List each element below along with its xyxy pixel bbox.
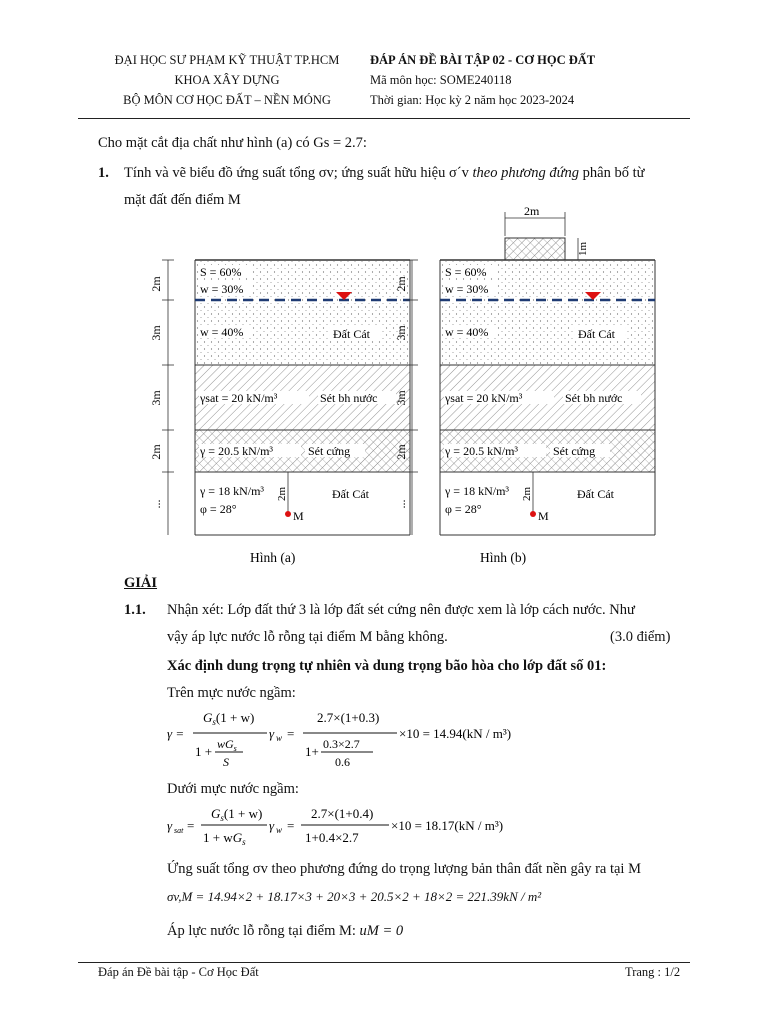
layer4-name-b: Sét cứng [553, 444, 596, 458]
footer-left: Đáp án Đề bài tập - Cơ Học Đất [98, 965, 259, 979]
figure-b [394, 204, 655, 565]
layer4-gamma-b: γ = 20.5 kN/m³ [445, 444, 519, 458]
depth-label-b-2: 3m [394, 325, 408, 341]
exam-title: ĐÁP ÁN ĐỀ BÀI TẬP 02 - CƠ HỌC ĐẤT [370, 53, 596, 67]
layer3-name-b: Sét bh nước [565, 391, 623, 405]
unit-weight-heading: Xác định dung trọng tự nhiên và dung trọng bão hòa cho lớp đất số 01: [167, 658, 607, 674]
svg-text:=: = [287, 818, 295, 833]
caption-a: Hình (a) [250, 550, 296, 565]
layer5-gamma: γ = 18 kN/m³ [200, 484, 265, 498]
soil-profile-figure [140, 200, 660, 575]
layer5-gamma-b: γ = 18 kN/m³ [445, 484, 510, 498]
svg-text:γ: γ [167, 818, 173, 833]
pore-pressure-equation: uM = 0 [359, 923, 404, 939]
layer5-name: Đất Cát [332, 487, 369, 501]
question-text [124, 160, 694, 186]
equation2-result: ×10 = 18.17(kN / m³) [391, 818, 504, 833]
layer3-gamma-b: γsat = 20 kN/m³ [445, 391, 523, 405]
m-depth-label: 2m [276, 486, 288, 502]
depth-label-1: 2m [149, 276, 163, 292]
depth-label-b-1: 2m [394, 276, 408, 292]
total-stress-equation: σv,M = 14.94×2 + 18.17×3 + 20×3 + 20.5×2 + 18×2 = 221.39kN / m² [167, 889, 542, 904]
solution-heading: GIẢI [124, 575, 158, 591]
svg-text:γ: γ [269, 726, 275, 741]
layer1-w-label-b: w = 30% [445, 282, 489, 296]
below-water-table-label: Dưới mực nước ngầm: [167, 781, 299, 797]
depth-label-b-4: 2m [394, 444, 408, 460]
question-text-line2: mặt đất đến điểm M [124, 192, 241, 208]
layer5-phi: φ = 28° [200, 502, 237, 516]
point-m-label: M [293, 509, 304, 523]
svg-text:Gs(1 + w): $G_s(1 + w)$ [211, 806, 263, 823]
page-number: Trang : 1/2 [625, 965, 681, 979]
svg-text:1+0.4×2.7: 1+0.4×2.7 [305, 830, 359, 845]
pore-pressure-label: Áp lực nước lỗ rỗng tại điểm M: [167, 923, 356, 939]
layer2-w-label-b: w = 40% [445, 325, 489, 339]
question-text-italic: theo phương đứng [472, 165, 580, 181]
layer1-s-label-b: S = 60% [445, 265, 487, 279]
svg-text:Gs(1 + w): $G_s(1 + w)$ [203, 710, 255, 727]
svg-text:=: = [287, 726, 295, 741]
department-name: BỘ MÔN CƠ HỌC ĐẤT – NỀN MÓNG [123, 93, 331, 107]
faculty-name: KHOA XÂY DỰNG [174, 73, 280, 87]
depth-label-b-5: ... [394, 499, 408, 509]
depth-label-5: ... [149, 499, 163, 509]
equation-gamma [165, 702, 545, 774]
svg-text:γ =: γ = [167, 726, 185, 741]
svg-text:S: S [223, 755, 229, 769]
question-text-b: phân bố từ [582, 165, 645, 181]
layer2-name-b: Đất Cát [578, 327, 615, 341]
svg-text:2.7×(1+0.3): 2.7×(1+0.3) [317, 710, 380, 725]
point-m-label-b: M [538, 509, 549, 523]
depth-label-2: 3m [149, 325, 163, 341]
equation1-result: ×10 = 14.94(kN / m³) [399, 726, 512, 741]
depth-label-3: 3m [149, 390, 163, 406]
layer5-phi-b: φ = 28° [445, 502, 482, 516]
svg-text:2.7×(1+0.4): 2.7×(1+0.4) [311, 806, 374, 821]
point-m-marker [285, 511, 291, 517]
layer3-gamma: γsat = 20 kN/m³ [200, 391, 278, 405]
layer4-name: Sét cứng [308, 444, 351, 458]
depth-label-b-3: 3m [394, 390, 408, 406]
point-m-marker-b [530, 511, 536, 517]
exam-header [370, 50, 710, 110]
layer1-s-label: S = 60% [200, 265, 242, 279]
layer3-name: Sét bh nước [320, 391, 378, 405]
university-header [82, 50, 372, 110]
header-divider [78, 118, 690, 119]
layer1-w-label: w = 30% [200, 282, 244, 296]
svg-text:wGs: $wG_s$ [217, 737, 237, 753]
svg-text:γ: γ [269, 818, 275, 833]
course-code: Mã môn học: SOME240118 [370, 73, 512, 87]
svg-text:w: w [276, 733, 283, 743]
layer2-w-label: w = 40% [200, 325, 244, 339]
svg-text:0.6: 0.6 [335, 755, 350, 769]
figure-a [149, 260, 410, 565]
footer-divider [78, 962, 690, 963]
footing-block [505, 238, 565, 260]
depth-label-4: 2m [149, 444, 163, 460]
total-stress-text: Ứng suất tổng σv theo phương đứng do trọng lượng bản thân đất nền gây ra tại M [167, 861, 641, 877]
layer5-name-b: Đất Cát [577, 487, 614, 501]
question-number: 1. [98, 165, 109, 181]
svg-text:1+: 1+ [305, 744, 319, 759]
remark-line1: Nhận xét: Lớp đất thứ 3 là lớp đất sét cứng nên được xem là lớp cách nước. Như [167, 602, 635, 618]
svg-text:1 + wGs: $1 + wG_s$ [203, 830, 246, 847]
svg-text:w: w [276, 825, 283, 835]
svg-text:1 +: 1 + [195, 744, 213, 759]
layer4-gamma: γ = 20.5 kN/m³ [200, 444, 274, 458]
caption-b: Hình (b) [480, 550, 527, 565]
svg-text:0.3×2.7: 0.3×2.7 [323, 737, 360, 751]
question-text-a: Tính và vẽ biểu đồ ứng suất tổng σv; ứng suất hữu hiệu σ´v [124, 165, 469, 181]
section-number: 1.1. [124, 602, 146, 618]
points-label: (3.0 điểm) [610, 629, 671, 645]
university-name: ĐẠI HỌC SƯ PHẠM KỸ THUẬT TP.HCM [114, 53, 340, 67]
svg-text:=: = [187, 818, 195, 833]
load-height-label: 1m [577, 241, 589, 257]
remark-line2: vậy áp lực nước lỗ rỗng tại điểm M bằng không. [167, 629, 448, 645]
equation-gamma-sat [165, 802, 545, 854]
semester-info: Thời gian: Học kỳ 2 năm học 2023-2024 [370, 93, 575, 107]
m-depth-label-b: 2m [521, 486, 533, 502]
svg-text:sat: sat [174, 826, 184, 835]
load-width-label: 2m [524, 204, 540, 218]
above-water-table-label: Trên mực nước ngầm: [167, 685, 296, 701]
layer2-name: Đất Cát [333, 327, 370, 341]
intro-text: Cho mặt cắt địa chất như hình (a) có Gs = 2.7: [98, 135, 367, 151]
pore-pressure-text [167, 918, 403, 944]
